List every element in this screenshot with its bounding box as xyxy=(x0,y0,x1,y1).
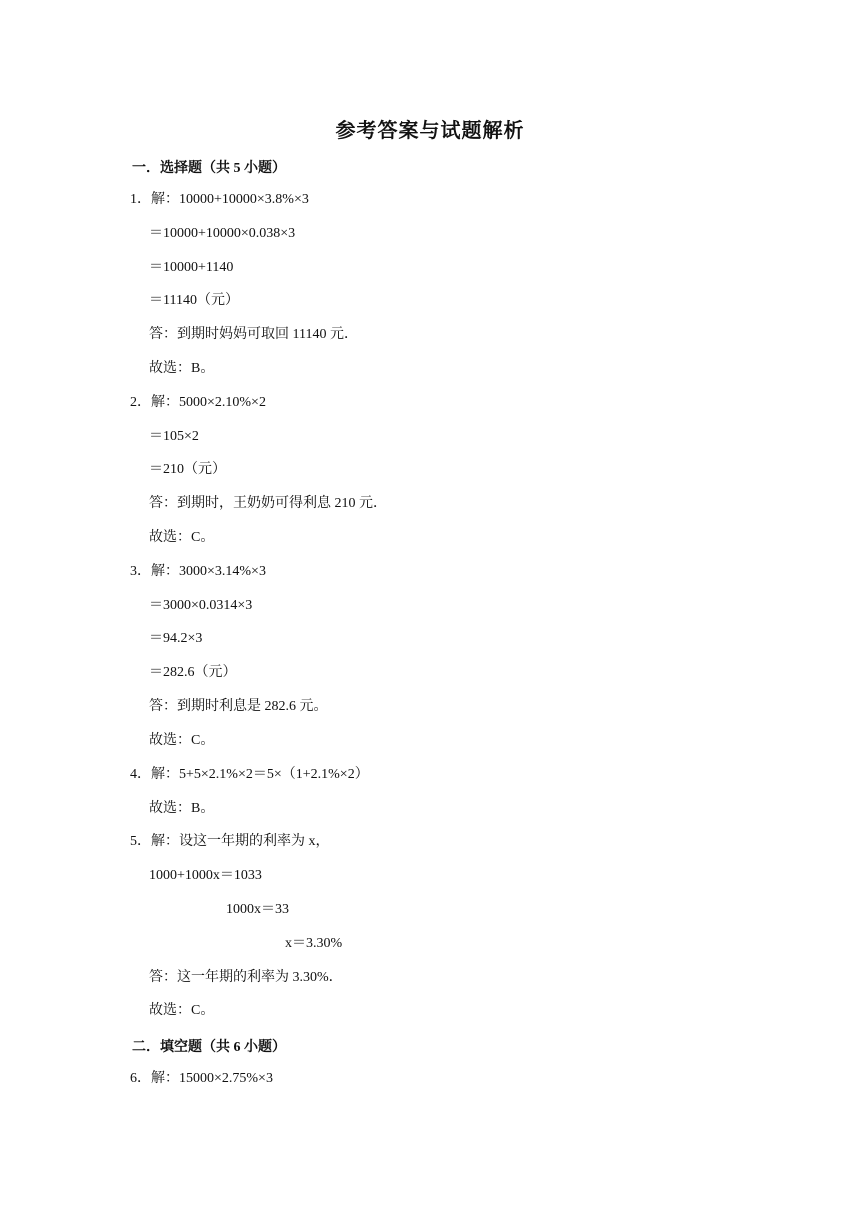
answer-line: ＝210（元） xyxy=(149,462,226,477)
answer-choice-line: 故选：B。 xyxy=(149,801,215,816)
answer-choice-line: 故选：C。 xyxy=(149,1003,215,1018)
answer-line: 6．解：15000×2.75%×3 xyxy=(130,1071,273,1086)
answer-line: 2．解：5000×2.10%×2 xyxy=(130,395,266,410)
answer-line: ＝94.2×3 xyxy=(149,631,203,646)
answer-line: 4．解：5+5×2.1%×2＝5×（1+2.1%×2） xyxy=(130,767,369,782)
answer-choice-line: 故选：B。 xyxy=(149,361,215,376)
answer-line: 答：到期时利息是 282.6 元。 xyxy=(149,699,328,714)
answer-line: 3．解：3000×3.14%×3 xyxy=(130,564,266,579)
answer-choice-line: 故选：C。 xyxy=(149,530,215,545)
answer-line: ＝3000×0.0314×3 xyxy=(149,598,253,613)
answer-line: ＝10000+10000×0.038×3 xyxy=(149,226,296,241)
answer-line: 5．解：设这一年期的利率为 x， xyxy=(130,834,330,849)
answer-line: ＝105×2 xyxy=(149,429,199,444)
section-heading-choice: 一．选择题（共 5 小题） xyxy=(132,161,286,176)
answer-choice-line: 故选：C。 xyxy=(149,733,215,748)
answer-line: 1．解：10000+10000×3.8%×3 xyxy=(130,192,309,207)
answer-line: ＝10000+1140 xyxy=(149,260,234,275)
equation-line: 1000x＝33 xyxy=(226,902,289,917)
answer-line: 答：到期时，王奶奶可得利息 210 元． xyxy=(149,496,387,511)
equation-line: 1000+1000x＝1033 xyxy=(149,868,262,883)
answer-line: 答：到期时妈妈可取回 11140 元． xyxy=(149,327,358,342)
section-heading-fill: 二．填空题（共 6 小题） xyxy=(132,1040,286,1055)
answer-line: ＝11140（元） xyxy=(149,293,239,308)
answer-line: ＝282.6（元） xyxy=(149,665,237,680)
answer-line: 答：这一年期的利率为 3.30%． xyxy=(149,970,343,985)
equation-line: x＝3.30% xyxy=(285,936,343,951)
page-title: 参考答案与试题解析 xyxy=(335,120,525,142)
